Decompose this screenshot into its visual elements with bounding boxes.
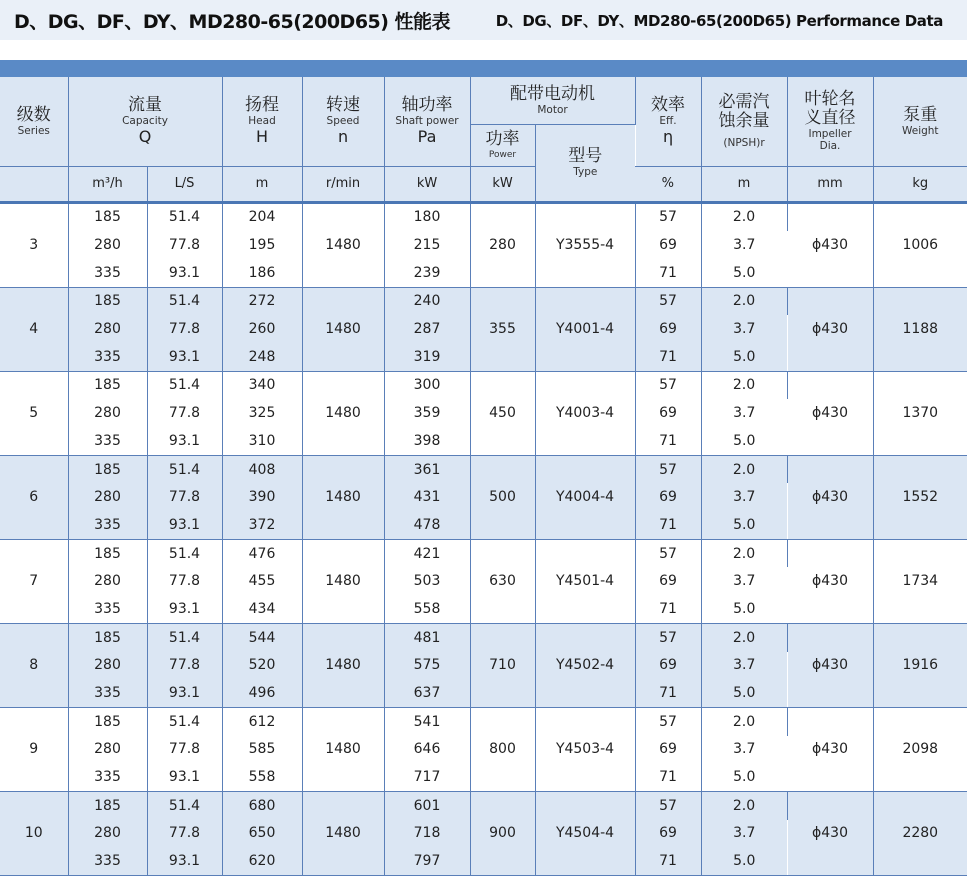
weight-cell: 2098	[873, 707, 967, 791]
unit-cell: m³/h	[68, 166, 147, 202]
weight-cell: 1006	[873, 202, 967, 287]
flow-ls-cell: 51.4	[147, 202, 222, 231]
impeller-cell: ϕ430	[787, 371, 873, 455]
shaft-power-cell: 503	[384, 567, 470, 595]
speed-cell: 1480	[302, 455, 384, 539]
npsh-cell: 3.7	[701, 315, 787, 343]
shaft-power-cell: 637	[384, 679, 470, 707]
flow-ls-cell: 93.1	[147, 511, 222, 539]
head-cell: 650	[222, 820, 302, 848]
header-weight: 泵重 Weight	[873, 77, 967, 166]
table-row	[0, 791, 967, 819]
shaft-power-cell: 797	[384, 847, 470, 875]
flow-ls-cell: 93.1	[147, 259, 222, 287]
flow-ls-cell: 51.4	[147, 623, 222, 651]
shaft-power-cell: 215	[384, 231, 470, 259]
efficiency-cell: 71	[635, 763, 701, 791]
head-cell: 310	[222, 427, 302, 455]
page-title: D、DG、DF、DY、MD280-65(200D65) 性能表	[14, 11, 451, 33]
shaft-power-cell: 300	[384, 371, 470, 399]
motor-power-cell: 355	[470, 287, 535, 371]
speed-cell: 1480	[302, 202, 384, 287]
flow-m3h-cell: 280	[68, 820, 147, 848]
npsh-cell: 2.0	[701, 791, 787, 819]
flow-m3h-cell: 185	[68, 202, 147, 231]
efficiency-cell: 71	[635, 259, 701, 287]
efficiency-cell: 69	[635, 652, 701, 680]
flow-ls-cell: 93.1	[147, 679, 222, 707]
header-capacity: 流量 Capacity Q	[68, 77, 222, 166]
npsh-cell: 5.0	[701, 763, 787, 791]
shaft-power-cell: 359	[384, 399, 470, 427]
shaft-power-cell: 481	[384, 623, 470, 651]
flow-m3h-cell: 335	[68, 847, 147, 875]
npsh-cell: 3.7	[701, 652, 787, 680]
series-cell: 9	[0, 707, 68, 791]
flow-ls-cell: 77.8	[147, 567, 222, 595]
npsh-cell: 5.0	[701, 595, 787, 623]
efficiency-cell: 57	[635, 539, 701, 567]
flow-ls-cell: 93.1	[147, 763, 222, 791]
head-cell: 340	[222, 371, 302, 399]
flow-ls-cell: 51.4	[147, 371, 222, 399]
weight-cell: 1188	[873, 287, 967, 371]
flow-ls-cell: 51.4	[147, 455, 222, 483]
flow-m3h-cell: 185	[68, 287, 147, 315]
shaft-power-cell: 398	[384, 427, 470, 455]
head-cell: 544	[222, 623, 302, 651]
motor-type-cell: Y4503-4	[535, 707, 635, 791]
efficiency-cell: 57	[635, 202, 701, 231]
motor-power-cell: 900	[470, 791, 535, 875]
npsh-cell: 5.0	[701, 511, 787, 539]
header-npsh: 必需汽 蚀余量 (NPSH)r	[701, 77, 787, 166]
efficiency-cell: 69	[635, 231, 701, 259]
efficiency-cell: 71	[635, 595, 701, 623]
table-body	[0, 202, 967, 876]
unit-cell: kW	[384, 166, 470, 202]
efficiency-cell: 57	[635, 371, 701, 399]
motor-type-cell: Y4501-4	[535, 539, 635, 623]
flow-m3h-cell: 335	[68, 595, 147, 623]
flow-ls-cell: 93.1	[147, 847, 222, 875]
head-cell: 680	[222, 791, 302, 819]
series-cell: 6	[0, 455, 68, 539]
flow-ls-cell: 51.4	[147, 287, 222, 315]
flow-m3h-cell: 335	[68, 763, 147, 791]
head-cell: 325	[222, 399, 302, 427]
efficiency-cell: 57	[635, 791, 701, 819]
weight-cell: 1370	[873, 371, 967, 455]
flow-ls-cell: 51.4	[147, 539, 222, 567]
unit-cell	[0, 166, 68, 202]
shaft-power-cell: 287	[384, 315, 470, 343]
flow-m3h-cell: 280	[68, 231, 147, 259]
efficiency-cell: 69	[635, 315, 701, 343]
table-row	[0, 455, 967, 483]
efficiency-cell: 69	[635, 736, 701, 764]
head-cell: 520	[222, 652, 302, 680]
impeller-cell: ϕ430	[787, 707, 873, 791]
shaft-power-cell: 180	[384, 202, 470, 231]
npsh-cell: 5.0	[701, 679, 787, 707]
efficiency-cell: 69	[635, 567, 701, 595]
shaft-power-cell: 240	[384, 287, 470, 315]
efficiency-cell: 71	[635, 847, 701, 875]
head-cell: 260	[222, 315, 302, 343]
flow-m3h-cell: 185	[68, 539, 147, 567]
efficiency-cell: 69	[635, 399, 701, 427]
series-cell: 8	[0, 623, 68, 707]
speed-cell: 1480	[302, 539, 384, 623]
series-cell: 10	[0, 791, 68, 875]
series-cell: 3	[0, 202, 68, 287]
unit-cell: r/min	[302, 166, 384, 202]
efficiency-cell: 57	[635, 287, 701, 315]
header-motor-power: 功率 Power	[470, 124, 535, 166]
shaft-power-cell: 361	[384, 455, 470, 483]
shaft-power-cell: 431	[384, 483, 470, 511]
shaft-power-cell: 319	[384, 343, 470, 371]
head-cell: 620	[222, 847, 302, 875]
npsh-cell: 2.0	[701, 623, 787, 651]
unit-cell: kW	[470, 166, 535, 202]
flow-ls-cell: 77.8	[147, 736, 222, 764]
performance-table	[0, 77, 967, 876]
header-motor-type: 型号 Type	[535, 124, 635, 202]
flow-ls-cell: 77.8	[147, 483, 222, 511]
head-cell: 372	[222, 511, 302, 539]
speed-cell: 1480	[302, 707, 384, 791]
motor-power-cell: 800	[470, 707, 535, 791]
speed-cell: 1480	[302, 287, 384, 371]
efficiency-cell: 57	[635, 623, 701, 651]
unit-cell: mm	[787, 166, 873, 202]
motor-power-cell: 280	[470, 202, 535, 287]
impeller-cell: ϕ430	[787, 287, 873, 371]
flow-m3h-cell: 335	[68, 511, 147, 539]
npsh-cell: 3.7	[701, 820, 787, 848]
npsh-cell: 2.0	[701, 707, 787, 735]
speed-cell: 1480	[302, 371, 384, 455]
npsh-cell: 2.0	[701, 287, 787, 315]
efficiency-cell: 71	[635, 511, 701, 539]
flow-m3h-cell: 185	[68, 707, 147, 735]
npsh-cell: 3.7	[701, 231, 787, 259]
weight-cell: 1916	[873, 623, 967, 707]
flow-ls-cell: 77.8	[147, 399, 222, 427]
header-accent-bar	[0, 60, 967, 77]
flow-m3h-cell: 185	[68, 455, 147, 483]
unit-cell: kg	[873, 166, 967, 202]
efficiency-cell: 57	[635, 455, 701, 483]
npsh-cell: 5.0	[701, 427, 787, 455]
efficiency-cell: 71	[635, 427, 701, 455]
title-bar	[0, 0, 967, 40]
motor-power-cell: 710	[470, 623, 535, 707]
flow-m3h-cell: 280	[68, 652, 147, 680]
flow-m3h-cell: 280	[68, 736, 147, 764]
series-cell: 4	[0, 287, 68, 371]
flow-m3h-cell: 335	[68, 427, 147, 455]
header-impeller: 叶轮名 义直径 Impeller Dia.	[787, 77, 873, 166]
table-row	[0, 707, 967, 735]
motor-power-cell: 630	[470, 539, 535, 623]
head-cell: 476	[222, 539, 302, 567]
head-cell: 558	[222, 763, 302, 791]
header-shaft-power: 轴功率 Shaft power Pa	[384, 77, 470, 166]
npsh-cell: 5.0	[701, 343, 787, 371]
impeller-cell: ϕ430	[787, 202, 873, 287]
flow-m3h-cell: 185	[68, 791, 147, 819]
table-row	[0, 371, 967, 399]
header-efficiency: 效率 Eff. η	[635, 77, 701, 166]
unit-cell: m	[701, 166, 787, 202]
motor-type-cell: Y4004-4	[535, 455, 635, 539]
motor-type-cell: Y4003-4	[535, 371, 635, 455]
shaft-power-cell: 541	[384, 707, 470, 735]
table-row	[0, 623, 967, 651]
shaft-power-cell: 575	[384, 652, 470, 680]
impeller-cell: ϕ430	[787, 791, 873, 875]
npsh-cell: 3.7	[701, 567, 787, 595]
table-row	[0, 539, 967, 567]
shaft-power-cell: 717	[384, 763, 470, 791]
flow-m3h-cell: 280	[68, 483, 147, 511]
series-cell: 7	[0, 539, 68, 623]
unit-cell: L/S	[147, 166, 222, 202]
flow-m3h-cell: 335	[68, 343, 147, 371]
npsh-cell: 2.0	[701, 371, 787, 399]
flow-m3h-cell: 280	[68, 567, 147, 595]
npsh-cell: 3.7	[701, 399, 787, 427]
page-title-english: D、DG、DF、DY、MD280-65(200D65) Performance Data	[495, 12, 943, 30]
npsh-cell: 2.0	[701, 539, 787, 567]
impeller-cell: ϕ430	[787, 539, 873, 623]
motor-power-cell: 450	[470, 371, 535, 455]
flow-ls-cell: 51.4	[147, 791, 222, 819]
table-row	[0, 287, 967, 315]
unit-cell: %	[635, 166, 701, 202]
weight-cell: 1552	[873, 455, 967, 539]
shaft-power-cell: 478	[384, 511, 470, 539]
flow-ls-cell: 93.1	[147, 595, 222, 623]
flow-ls-cell: 51.4	[147, 707, 222, 735]
motor-type-cell: Y3555-4	[535, 202, 635, 287]
head-cell: 455	[222, 567, 302, 595]
flow-m3h-cell: 185	[68, 371, 147, 399]
head-cell: 195	[222, 231, 302, 259]
shaft-power-cell: 239	[384, 259, 470, 287]
head-cell: 612	[222, 707, 302, 735]
flow-ls-cell: 77.8	[147, 652, 222, 680]
efficiency-cell: 69	[635, 483, 701, 511]
shaft-power-cell: 558	[384, 595, 470, 623]
weight-cell: 1734	[873, 539, 967, 623]
head-cell: 186	[222, 259, 302, 287]
flow-m3h-cell: 280	[68, 315, 147, 343]
npsh-cell: 5.0	[701, 259, 787, 287]
head-cell: 496	[222, 679, 302, 707]
efficiency-cell: 69	[635, 820, 701, 848]
weight-cell: 2280	[873, 791, 967, 875]
flow-ls-cell: 93.1	[147, 427, 222, 455]
table-row	[0, 202, 967, 231]
efficiency-cell: 57	[635, 707, 701, 735]
npsh-cell: 2.0	[701, 455, 787, 483]
series-cell: 5	[0, 371, 68, 455]
header-motor: 配带电动机 Motor	[470, 77, 635, 124]
flow-ls-cell: 93.1	[147, 343, 222, 371]
flow-m3h-cell: 335	[68, 679, 147, 707]
flow-m3h-cell: 280	[68, 399, 147, 427]
header-speed: 转速 Speed n	[302, 77, 384, 166]
speed-cell: 1480	[302, 791, 384, 875]
head-cell: 390	[222, 483, 302, 511]
head-cell: 272	[222, 287, 302, 315]
shaft-power-cell: 718	[384, 820, 470, 848]
impeller-cell: ϕ430	[787, 455, 873, 539]
efficiency-cell: 71	[635, 679, 701, 707]
head-cell: 204	[222, 202, 302, 231]
flow-m3h-cell: 185	[68, 623, 147, 651]
flow-ls-cell: 77.8	[147, 820, 222, 848]
head-cell: 248	[222, 343, 302, 371]
impeller-cell: ϕ430	[787, 623, 873, 707]
motor-type-cell: Y4502-4	[535, 623, 635, 707]
npsh-cell: 3.7	[701, 736, 787, 764]
header-head: 扬程 Head H	[222, 77, 302, 166]
efficiency-cell: 71	[635, 343, 701, 371]
npsh-cell: 2.0	[701, 202, 787, 231]
speed-cell: 1480	[302, 623, 384, 707]
npsh-cell: 5.0	[701, 847, 787, 875]
header-series: 级数 Series	[0, 77, 68, 166]
head-cell: 408	[222, 455, 302, 483]
npsh-cell: 3.7	[701, 483, 787, 511]
unit-cell: m	[222, 166, 302, 202]
shaft-power-cell: 421	[384, 539, 470, 567]
shaft-power-cell: 601	[384, 791, 470, 819]
head-cell: 585	[222, 736, 302, 764]
flow-ls-cell: 77.8	[147, 231, 222, 259]
shaft-power-cell: 646	[384, 736, 470, 764]
motor-type-cell: Y4504-4	[535, 791, 635, 875]
flow-m3h-cell: 335	[68, 259, 147, 287]
motor-type-cell: Y4001-4	[535, 287, 635, 371]
motor-power-cell: 500	[470, 455, 535, 539]
head-cell: 434	[222, 595, 302, 623]
flow-ls-cell: 77.8	[147, 315, 222, 343]
